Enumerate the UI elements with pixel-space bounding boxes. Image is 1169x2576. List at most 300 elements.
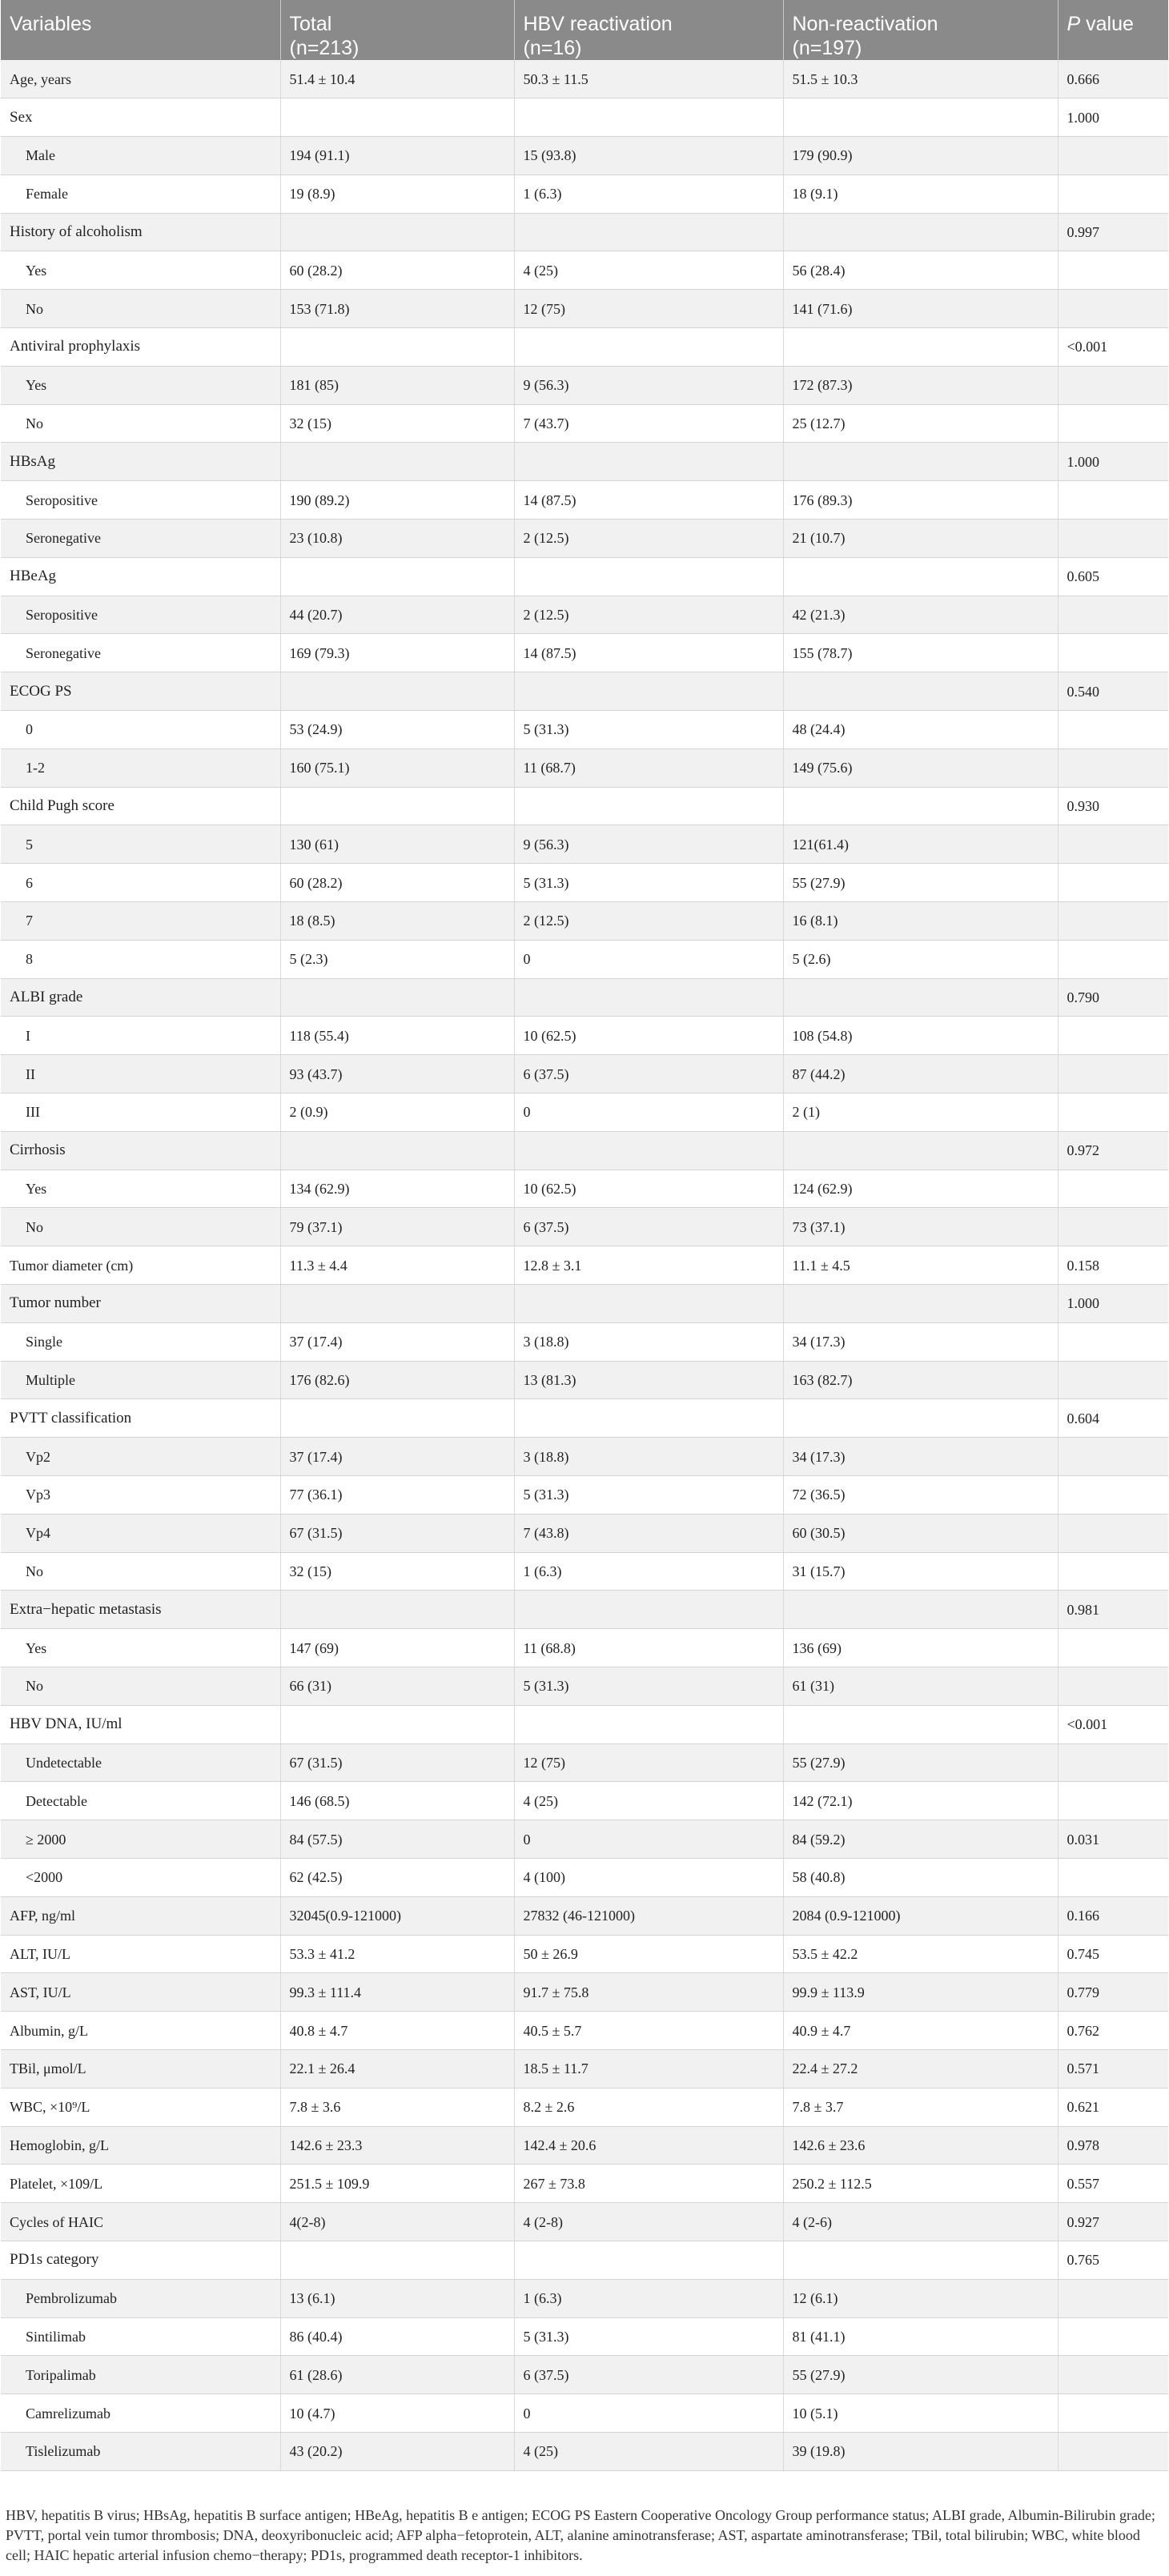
hbv-reactivation-cell — [514, 1399, 783, 1438]
variable-cell: Multiple — [1, 1361, 280, 1399]
total-cell: 142.6 ± 23.3 — [280, 2126, 514, 2165]
table-row — [1, 1935, 1168, 1973]
p-value-cell: 1.000 — [1058, 98, 1168, 137]
variable-cell: Male — [1, 137, 280, 175]
table-row — [1, 2012, 1168, 2050]
variable-cell: Tumor diameter (cm) — [1, 1246, 280, 1285]
table-subrow — [1, 366, 1168, 404]
table-subrow — [1, 1552, 1168, 1591]
p-value-cell — [1058, 1093, 1168, 1132]
variable-cell: 0 — [1, 711, 280, 749]
total-cell: 62 (42.5) — [280, 1858, 514, 1896]
hbv-reactivation-cell: 10 (62.5) — [514, 1170, 783, 1208]
non-reactivation-cell: 149 (75.6) — [783, 748, 1058, 787]
hbv-reactivation-cell: 4 (2-8) — [514, 2203, 783, 2241]
variable-cell: No — [1, 1667, 280, 1705]
non-reactivation-cell: 108 (54.8) — [783, 1017, 1058, 1055]
variable-cell: Tislelizumab — [1, 2432, 280, 2470]
non-reactivation-cell — [783, 1131, 1058, 1170]
total-cell — [280, 443, 514, 481]
hbv-reactivation-cell: 4 (25) — [514, 251, 783, 290]
hbv-reactivation-cell: 5 (31.3) — [514, 1667, 783, 1705]
variable-cell: History of alcoholism — [1, 213, 280, 251]
variable-cell: Undetectable — [1, 1743, 280, 1782]
header-variables — [1, 0, 280, 60]
p-value-cell: 0.762 — [1058, 2012, 1168, 2050]
p-value-cell — [1058, 825, 1168, 864]
hbv-reactivation-cell: 5 (31.3) — [514, 711, 783, 749]
total-cell: 66 (31) — [280, 1667, 514, 1705]
hbv-reactivation-cell — [514, 1285, 783, 1323]
total-cell: 134 (62.9) — [280, 1170, 514, 1208]
table-subrow — [1, 940, 1168, 978]
table-row — [1, 1896, 1168, 1935]
non-reactivation-cell: 22.4 ± 27.2 — [783, 2049, 1058, 2088]
hbv-reactivation-cell: 2 (12.5) — [514, 596, 783, 634]
table-subrow — [1, 1667, 1168, 1705]
variable-cell: HBV DNA, IU/ml — [1, 1705, 280, 1743]
table-subrow — [1, 1208, 1168, 1246]
table-row — [1, 2049, 1168, 2088]
non-reactivation-cell: 42 (21.3) — [783, 596, 1058, 634]
total-cell: 23 (10.8) — [280, 520, 514, 558]
variable-cell: Female — [1, 175, 280, 213]
total-cell: 32 (15) — [280, 404, 514, 443]
non-reactivation-cell: 25 (12.7) — [783, 404, 1058, 443]
p-value-cell: 0.790 — [1058, 978, 1168, 1017]
non-reactivation-cell: 51.5 ± 10.3 — [783, 60, 1058, 98]
hbv-reactivation-cell: 2 (12.5) — [514, 520, 783, 558]
p-value-cell — [1058, 2394, 1168, 2433]
hbv-reactivation-cell: 5 (31.3) — [514, 2317, 783, 2356]
total-cell: 5 (2.3) — [280, 940, 514, 978]
variable-cell: 7 — [1, 902, 280, 941]
p-value-cell — [1058, 1514, 1168, 1552]
variable-cell: Hemoglobin, g/L — [1, 2126, 280, 2165]
non-reactivation-cell: 18 (9.1) — [783, 175, 1058, 213]
variable-cell: Cirrhosis — [1, 1131, 280, 1170]
variable-cell: HBsAg — [1, 443, 280, 481]
non-reactivation-cell — [783, 443, 1058, 481]
non-reactivation-cell: 84 (59.2) — [783, 1820, 1058, 1859]
variable-cell: Child Pugh score — [1, 787, 280, 825]
header-p-value-label: P value — [1067, 13, 1134, 35]
hbv-reactivation-cell: 3 (18.8) — [514, 1322, 783, 1361]
non-reactivation-cell — [783, 672, 1058, 711]
non-reactivation-cell: 34 (17.3) — [783, 1438, 1058, 1476]
variable-cell: Sex — [1, 98, 280, 137]
total-cell: 2 (0.9) — [280, 1093, 514, 1132]
hbv-reactivation-cell: 6 (37.5) — [514, 1055, 783, 1093]
hbv-reactivation-cell: 1 (6.3) — [514, 175, 783, 213]
total-cell: 10 (4.7) — [280, 2394, 514, 2433]
p-value-cell — [1058, 520, 1168, 558]
non-reactivation-cell: 87 (44.2) — [783, 1055, 1058, 1093]
variable-cell: AFP, ng/ml — [1, 1896, 280, 1935]
total-cell: 169 (79.3) — [280, 634, 514, 672]
non-reactivation-cell — [783, 98, 1058, 137]
non-reactivation-cell: 72 (36.5) — [783, 1475, 1058, 1514]
total-cell: 93 (43.7) — [280, 1055, 514, 1093]
hbv-reactivation-cell: 7 (43.7) — [514, 404, 783, 443]
total-cell: 60 (28.2) — [280, 251, 514, 290]
p-value-cell: 0.927 — [1058, 2203, 1168, 2241]
total-cell: 18 (8.5) — [280, 902, 514, 941]
p-value-cell — [1058, 748, 1168, 787]
variable-cell: WBC, ×10⁹/L — [1, 2088, 280, 2126]
variable-cell: Yes — [1, 366, 280, 404]
variable-cell: No — [1, 1552, 280, 1591]
p-value-cell — [1058, 1743, 1168, 1782]
table-row — [1, 1973, 1168, 2012]
hbv-reactivation-cell: 12 (75) — [514, 1743, 783, 1782]
non-reactivation-cell — [783, 1285, 1058, 1323]
table-subrow — [1, 1017, 1168, 1055]
non-reactivation-cell: 40.9 ± 4.7 — [783, 2012, 1058, 2050]
non-reactivation-cell: 4 (2-6) — [783, 2203, 1058, 2241]
non-reactivation-cell: 53.5 ± 42.2 — [783, 1935, 1058, 1973]
p-value-cell — [1058, 864, 1168, 902]
p-value-cell — [1058, 2279, 1168, 2317]
baseline-characteristics-table — [1, 0, 1168, 2471]
table-subrow — [1, 1858, 1168, 1896]
p-value-cell — [1058, 596, 1168, 634]
hbv-reactivation-cell — [514, 2241, 783, 2279]
header-non-reactivation-label: Non-reactivation (n=197) — [792, 13, 938, 59]
variable-cell: Albumin, g/L — [1, 2012, 280, 2050]
hbv-reactivation-cell: 5 (31.3) — [514, 1475, 783, 1514]
total-cell: 51.4 ± 10.4 — [280, 60, 514, 98]
total-cell — [280, 1399, 514, 1438]
total-cell — [280, 2241, 514, 2279]
hbv-reactivation-cell — [514, 1705, 783, 1743]
variable-cell: Seronegative — [1, 520, 280, 558]
hbv-reactivation-cell: 50 ± 26.9 — [514, 1935, 783, 1973]
p-value-cell: 0.604 — [1058, 1399, 1168, 1438]
table-body — [1, 60, 1168, 2470]
p-value-cell — [1058, 1858, 1168, 1896]
p-value-cell: 0.557 — [1058, 2165, 1168, 2203]
variable-cell: ≥ 2000 — [1, 1820, 280, 1859]
non-reactivation-cell — [783, 213, 1058, 251]
p-value-cell: 0.540 — [1058, 672, 1168, 711]
variable-cell: Single — [1, 1322, 280, 1361]
p-value-cell: <0.001 — [1058, 1705, 1168, 1743]
non-reactivation-cell — [783, 1591, 1058, 1629]
variable-cell: Seropositive — [1, 481, 280, 520]
non-reactivation-cell: 60 (30.5) — [783, 1514, 1058, 1552]
p-value-cell: 0.930 — [1058, 787, 1168, 825]
variable-cell: 8 — [1, 940, 280, 978]
p-value-cell — [1058, 1629, 1168, 1667]
total-cell: 61 (28.6) — [280, 2356, 514, 2394]
p-value-cell — [1058, 1667, 1168, 1705]
total-cell: 22.1 ± 26.4 — [280, 2049, 514, 2088]
p-value-cell — [1058, 940, 1168, 978]
table-row — [1, 60, 1168, 98]
total-cell: 176 (82.6) — [280, 1361, 514, 1399]
hbv-reactivation-cell: 6 (37.5) — [514, 2356, 783, 2394]
non-reactivation-cell: 121(61.4) — [783, 825, 1058, 864]
non-reactivation-cell: 142.6 ± 23.6 — [783, 2126, 1058, 2165]
table-subrow — [1, 1361, 1168, 1399]
variable-cell: Vp2 — [1, 1438, 280, 1476]
hbv-reactivation-cell: 0 — [514, 2394, 783, 2433]
table-group-row — [1, 328, 1168, 367]
hbv-reactivation-cell: 1 (6.3) — [514, 2279, 783, 2317]
p-value-cell — [1058, 251, 1168, 290]
header-hbv-reactivation-label: HBV reactivation (n=16) — [523, 13, 673, 59]
variable-cell: PVTT classification — [1, 1399, 280, 1438]
non-reactivation-cell: 55 (27.9) — [783, 1743, 1058, 1782]
hbv-reactivation-cell: 4 (25) — [514, 1782, 783, 1820]
non-reactivation-cell: 81 (41.1) — [783, 2317, 1058, 2356]
p-value-cell — [1058, 1322, 1168, 1361]
total-cell: 13 (6.1) — [280, 2279, 514, 2317]
total-cell: 84 (57.5) — [280, 1820, 514, 1859]
variable-cell: Tumor number — [1, 1285, 280, 1323]
total-cell — [280, 98, 514, 137]
p-value-cell — [1058, 1170, 1168, 1208]
non-reactivation-cell: 172 (87.3) — [783, 366, 1058, 404]
non-reactivation-cell: 16 (8.1) — [783, 902, 1058, 941]
total-cell: 44 (20.7) — [280, 596, 514, 634]
non-reactivation-cell: 2084 (0.9-121000) — [783, 1896, 1058, 1935]
p-value-cell — [1058, 1552, 1168, 1591]
p-value-cell — [1058, 175, 1168, 213]
table-row — [1, 2165, 1168, 2203]
total-cell: 43 (20.2) — [280, 2432, 514, 2470]
hbv-reactivation-cell — [514, 98, 783, 137]
p-value-cell — [1058, 2356, 1168, 2394]
variable-cell: III — [1, 1093, 280, 1132]
hbv-reactivation-cell — [514, 1131, 783, 1170]
non-reactivation-cell: 10 (5.1) — [783, 2394, 1058, 2433]
table-group-row — [1, 978, 1168, 1017]
header-total-label: Total (n=213) — [289, 13, 360, 59]
variable-cell: PD1s category — [1, 2241, 280, 2279]
hbv-reactivation-cell: 14 (87.5) — [514, 481, 783, 520]
variable-cell: ALT, IU/L — [1, 1935, 280, 1973]
table-group-row — [1, 213, 1168, 251]
hbv-reactivation-cell: 13 (81.3) — [514, 1361, 783, 1399]
p-value-cell — [1058, 481, 1168, 520]
table-subrow — [1, 1475, 1168, 1514]
hbv-reactivation-cell — [514, 1591, 783, 1629]
total-cell: 37 (17.4) — [280, 1438, 514, 1476]
total-cell: 99.3 ± 111.4 — [280, 1973, 514, 2012]
hbv-reactivation-cell: 267 ± 73.8 — [514, 2165, 783, 2203]
total-cell: 37 (17.4) — [280, 1322, 514, 1361]
hbv-reactivation-cell: 11 (68.8) — [514, 1629, 783, 1667]
p-value-cell: 0.666 — [1058, 60, 1168, 98]
hbv-reactivation-cell: 91.7 ± 75.8 — [514, 1973, 783, 2012]
hbv-reactivation-cell — [514, 672, 783, 711]
non-reactivation-cell — [783, 557, 1058, 596]
total-cell — [280, 1285, 514, 1323]
non-reactivation-cell: 48 (24.4) — [783, 711, 1058, 749]
hbv-reactivation-cell: 9 (56.3) — [514, 366, 783, 404]
total-cell: 160 (75.1) — [280, 748, 514, 787]
variable-cell: TBil, μmol/L — [1, 2049, 280, 2088]
hbv-reactivation-cell: 7 (43.8) — [514, 1514, 783, 1552]
non-reactivation-cell — [783, 2241, 1058, 2279]
hbv-reactivation-cell: 12.8 ± 3.1 — [514, 1246, 783, 1285]
hbv-reactivation-cell: 27832 (46-121000) — [514, 1896, 783, 1935]
total-cell: 86 (40.4) — [280, 2317, 514, 2356]
table-subrow — [1, 1820, 1168, 1859]
total-cell: 60 (28.2) — [280, 864, 514, 902]
hbv-reactivation-cell — [514, 328, 783, 367]
header-hbv-reactivation — [514, 0, 783, 60]
non-reactivation-cell — [783, 978, 1058, 1017]
non-reactivation-cell: 61 (31) — [783, 1667, 1058, 1705]
non-reactivation-cell: 124 (62.9) — [783, 1170, 1058, 1208]
non-reactivation-cell: 163 (82.7) — [783, 1361, 1058, 1399]
non-reactivation-cell — [783, 1705, 1058, 1743]
non-reactivation-cell: 73 (37.1) — [783, 1208, 1058, 1246]
total-cell: 153 (71.8) — [280, 290, 514, 328]
variable-cell: ECOG PS — [1, 672, 280, 711]
total-cell: 77 (36.1) — [280, 1475, 514, 1514]
variable-cell: Pembrolizumab — [1, 2279, 280, 2317]
table-subrow — [1, 1170, 1168, 1208]
total-cell — [280, 328, 514, 367]
p-value-cell: 0.779 — [1058, 1973, 1168, 2012]
hbv-reactivation-cell: 6 (37.5) — [514, 1208, 783, 1246]
table-subrow — [1, 1514, 1168, 1552]
variable-cell: Seronegative — [1, 634, 280, 672]
table-group-row — [1, 1591, 1168, 1629]
variable-cell: ALBI grade — [1, 978, 280, 1017]
table-subrow — [1, 1438, 1168, 1476]
table-subrow — [1, 711, 1168, 749]
non-reactivation-cell — [783, 328, 1058, 367]
hbv-reactivation-cell — [514, 557, 783, 596]
table-subrow — [1, 1322, 1168, 1361]
table-group-row — [1, 672, 1168, 711]
hbv-reactivation-cell: 1 (6.3) — [514, 1552, 783, 1591]
total-cell: 7.8 ± 3.6 — [280, 2088, 514, 2126]
hbv-reactivation-cell — [514, 443, 783, 481]
total-cell: 146 (68.5) — [280, 1782, 514, 1820]
table-row — [1, 2088, 1168, 2126]
total-cell: 32 (15) — [280, 1552, 514, 1591]
total-cell: 67 (31.5) — [280, 1514, 514, 1552]
variable-cell: Toripalimab — [1, 2356, 280, 2394]
variable-cell: <2000 — [1, 1858, 280, 1896]
table-subrow — [1, 1743, 1168, 1782]
variable-cell: No — [1, 404, 280, 443]
total-cell: 53 (24.9) — [280, 711, 514, 749]
total-cell — [280, 1705, 514, 1743]
table-subrow — [1, 137, 1168, 175]
hbv-reactivation-cell: 18.5 ± 11.7 — [514, 2049, 783, 2088]
total-cell: 190 (89.2) — [280, 481, 514, 520]
variable-cell: HBeAg — [1, 557, 280, 596]
header-variables-label: Variables — [10, 13, 92, 35]
variable-cell: 6 — [1, 864, 280, 902]
table-subrow — [1, 748, 1168, 787]
variable-cell: No — [1, 1208, 280, 1246]
hbv-reactivation-cell — [514, 213, 783, 251]
p-value-cell — [1058, 2317, 1168, 2356]
p-value-cell — [1058, 1782, 1168, 1820]
table-subrow — [1, 2317, 1168, 2356]
hbv-reactivation-cell: 50.3 ± 11.5 — [514, 60, 783, 98]
table-subrow — [1, 1629, 1168, 1667]
total-cell: 118 (55.4) — [280, 1017, 514, 1055]
table-subrow — [1, 596, 1168, 634]
p-value-cell — [1058, 2432, 1168, 2470]
table-subrow — [1, 902, 1168, 941]
non-reactivation-cell: 5 (2.6) — [783, 940, 1058, 978]
table-group-row — [1, 443, 1168, 481]
hbv-reactivation-cell: 0 — [514, 1820, 783, 1859]
non-reactivation-cell: 31 (15.7) — [783, 1552, 1058, 1591]
non-reactivation-cell: 141 (71.6) — [783, 290, 1058, 328]
total-cell: 79 (37.1) — [280, 1208, 514, 1246]
p-value-cell — [1058, 902, 1168, 941]
p-value-cell — [1058, 1055, 1168, 1093]
variable-cell: No — [1, 290, 280, 328]
p-value-cell: 1.000 — [1058, 1285, 1168, 1323]
p-value-cell: 0.621 — [1058, 2088, 1168, 2126]
hbv-reactivation-cell: 10 (62.5) — [514, 1017, 783, 1055]
table-subrow — [1, 520, 1168, 558]
table-group-row — [1, 1705, 1168, 1743]
hbv-reactivation-cell: 0 — [514, 940, 783, 978]
p-value-cell — [1058, 634, 1168, 672]
p-value-cell: 0.571 — [1058, 2049, 1168, 2088]
table-subrow — [1, 2394, 1168, 2433]
p-value-cell — [1058, 711, 1168, 749]
hbv-reactivation-cell: 4 (100) — [514, 1858, 783, 1896]
hbv-reactivation-cell — [514, 787, 783, 825]
table-group-row — [1, 98, 1168, 137]
p-value-cell: 1.000 — [1058, 443, 1168, 481]
non-reactivation-cell: 136 (69) — [783, 1629, 1058, 1667]
hbv-reactivation-cell: 14 (87.5) — [514, 634, 783, 672]
non-reactivation-cell: 58 (40.8) — [783, 1858, 1058, 1896]
table-subrow — [1, 825, 1168, 864]
p-value-cell — [1058, 404, 1168, 443]
table-group-row — [1, 1131, 1168, 1170]
variable-cell: Vp4 — [1, 1514, 280, 1552]
p-value-cell: <0.001 — [1058, 328, 1168, 367]
header-row — [1, 0, 1168, 60]
variable-cell: Detectable — [1, 1782, 280, 1820]
table-subrow — [1, 1055, 1168, 1093]
total-cell — [280, 557, 514, 596]
hbv-reactivation-cell: 9 (56.3) — [514, 825, 783, 864]
variable-cell: Yes — [1, 1170, 280, 1208]
table-row — [1, 2203, 1168, 2241]
non-reactivation-cell: 2 (1) — [783, 1093, 1058, 1132]
total-cell: 181 (85) — [280, 366, 514, 404]
p-value-cell — [1058, 1017, 1168, 1055]
variable-cell: Seropositive — [1, 596, 280, 634]
variable-cell: Camrelizumab — [1, 2394, 280, 2433]
total-cell: 32045(0.9-121000) — [280, 1896, 514, 1935]
non-reactivation-cell: 250.2 ± 112.5 — [783, 2165, 1058, 2203]
table-subrow — [1, 634, 1168, 672]
non-reactivation-cell: 55 (27.9) — [783, 864, 1058, 902]
hbv-reactivation-cell: 40.5 ± 5.7 — [514, 2012, 783, 2050]
total-cell — [280, 1591, 514, 1629]
non-reactivation-cell — [783, 1399, 1058, 1438]
hbv-reactivation-cell: 11 (68.7) — [514, 748, 783, 787]
